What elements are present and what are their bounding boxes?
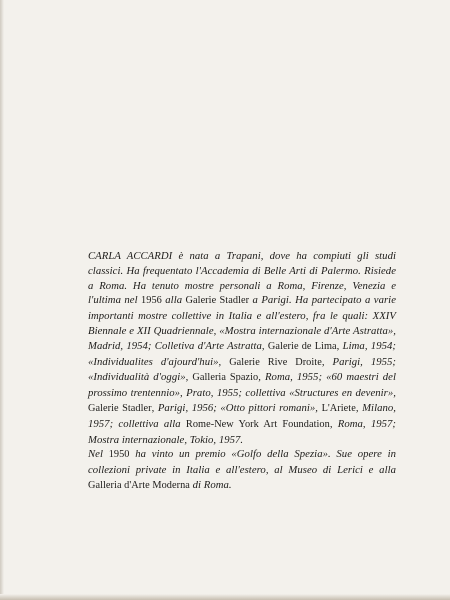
bio-text-segment: alla: [161, 294, 186, 307]
bio-text-segment: Galleria Spazio: [192, 372, 259, 384]
bio-text-segment: , Parigi, 1956; «Otto pittori romani»,: [151, 401, 322, 414]
page-edge-shadow: [0, 0, 4, 600]
bio-text-segment: , Milano, 1957; collettiva alla: [88, 401, 396, 430]
bio-text-segment: di Roma.: [189, 478, 232, 491]
page-bottom-shadow: [0, 594, 450, 600]
artist-biography: [88, 249, 396, 494]
bio-text-segment: Galerie de Lima: [267, 340, 337, 352]
biography-paragraph-1: [88, 249, 396, 447]
bio-text-segment: L'Ariete: [321, 402, 356, 414]
biography-paragraph-2: [88, 447, 396, 493]
bio-text-segment: , Lima, 1954; «Individualites d'ajourd'hui»,: [88, 339, 396, 368]
bio-text-segment: , Roma, 1955; «60 maestri del prossimo trentennio», Prato, 1955; collettiva «Structures en devenir»,: [88, 371, 396, 400]
bio-text-segment: , Parigi, 1955; «Individualità d'oggi»,: [88, 355, 396, 384]
bio-text-segment: a Parigi. Ha partecipato a varie importanti mostre collettive in Italia e all'estero, fra le quali: XXIV Biennale e XII Quadriennale, «Mostra internazionale d'Arte Astratta», Madrid, 1954; Colletiva d'Arte Astratta,: [88, 294, 396, 352]
bio-text-segment: 1956: [141, 295, 162, 307]
bio-text-segment: Nel: [88, 448, 109, 461]
bio-text-segment: Galerie Stadler: [185, 295, 250, 307]
bio-text-segment: Galerie Rive Droite: [229, 356, 322, 368]
bio-text-segment: Galleria d'Arte Moderna: [88, 479, 190, 491]
bio-text-segment: ha vinto un premio «Golfo della Spezia». Sue opere in collezioni private in Italia e all'estero, al Museo di Lerici e alla: [88, 448, 397, 477]
bio-text-segment: , Roma, 1957; Mostra internazionale, Tokio, 1957.: [88, 417, 396, 446]
bio-text-segment: CARLA ACCARDI è nata a Trapani, dove ha compiuti gli studi classici. Ha frequentato l'Accademia di Belle Arti di Palermo. Risiede a Roma. Ha tenuto mostre personali a Roma, Firenze, Venezia e l'ultima nel: [88, 250, 396, 307]
bio-text-segment: Galerie Stadler: [88, 402, 152, 414]
bio-text-segment: 1950: [108, 449, 130, 461]
bio-text-segment: Rome-New York Art Foundation: [185, 418, 330, 430]
